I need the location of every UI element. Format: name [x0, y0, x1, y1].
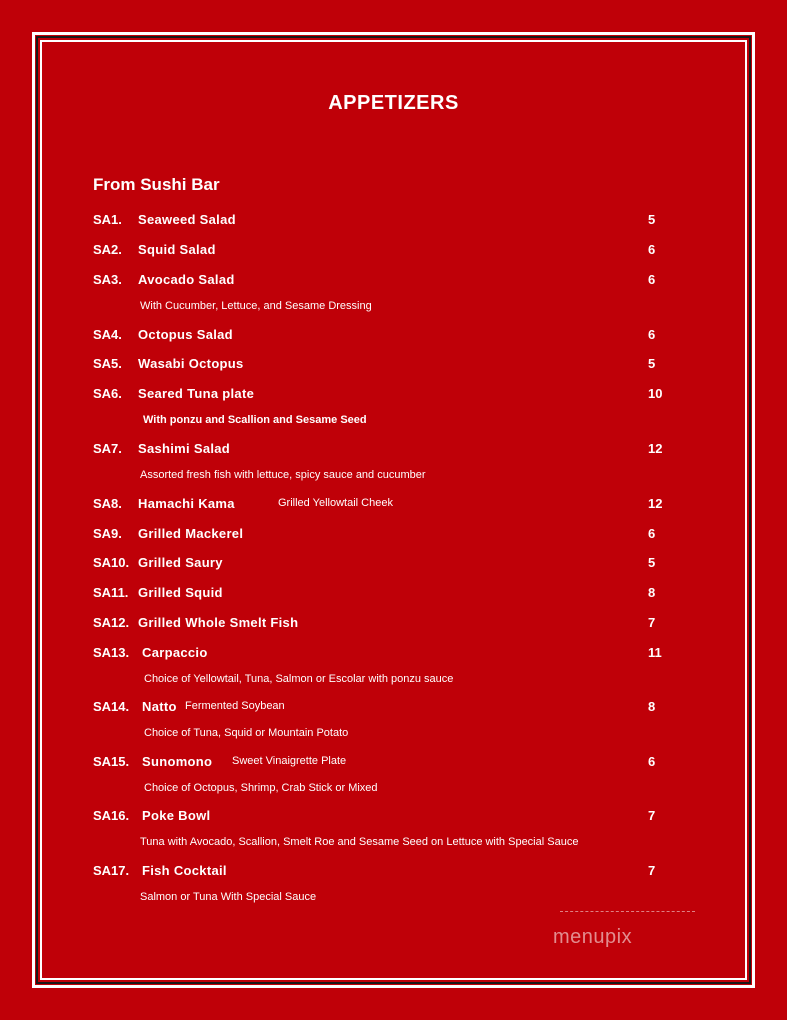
item-note: Sweet Vinaigrette Plate: [232, 755, 347, 767]
item-code: SA14.: [93, 699, 130, 714]
item-price: 6: [648, 272, 656, 287]
item-description: Choice of Yellowtail, Tuna, Salmon or Escolar with ponzu sauce: [144, 673, 454, 685]
item-price: 8: [648, 699, 656, 714]
item-price: 11: [648, 645, 662, 660]
item-price: 12: [648, 441, 663, 456]
watermark-divider: [560, 911, 695, 912]
item-name: Grilled Saury: [138, 555, 223, 570]
item-price: 6: [648, 327, 656, 342]
item-name: Grilled Whole Smelt Fish: [138, 615, 299, 630]
item-price: 8: [648, 585, 656, 600]
item-name: Seared Tuna plate: [138, 386, 255, 401]
item-code: SA3.: [93, 272, 122, 287]
menu-item: [0, 242, 787, 262]
item-price: 6: [648, 526, 656, 541]
item-price: 6: [648, 242, 656, 257]
menu-item: [0, 212, 787, 232]
item-name: Grilled Squid: [138, 585, 223, 600]
item-code: SA13.: [93, 645, 130, 660]
item-price: 5: [648, 356, 656, 371]
menu-item: [0, 272, 787, 292]
item-code: SA2.: [93, 242, 122, 257]
item-code: SA15.: [93, 754, 130, 769]
item-note: Grilled Yellowtail Cheek: [278, 497, 393, 509]
item-name: Carpaccio: [142, 645, 208, 660]
item-code: SA5.: [93, 356, 122, 371]
menu-item: [0, 356, 787, 376]
item-name: Grilled Mackerel: [138, 526, 244, 541]
item-code: SA1.: [93, 212, 122, 227]
item-code: SA7.: [93, 441, 122, 456]
menu-item: [0, 808, 787, 828]
watermark-logo: menupix: [553, 926, 633, 948]
item-description: Choice of Octopus, Shrimp, Crab Stick or Mixed: [144, 782, 378, 794]
item-name: Wasabi Octopus: [138, 356, 244, 371]
item-price: 5: [648, 555, 656, 570]
menu-item: [0, 699, 787, 719]
item-description: With ponzu and Scallion and Sesame Seed: [143, 414, 367, 426]
item-price: 7: [648, 615, 656, 630]
item-name: Squid Salad: [138, 242, 216, 257]
menu-item: [0, 526, 787, 546]
item-price: 7: [648, 863, 656, 878]
menu-item: [0, 754, 787, 774]
item-name: Avocado Salad: [138, 272, 235, 287]
item-name: Sashimi Salad: [138, 441, 231, 456]
menu-item: [0, 386, 787, 406]
item-name: Seaweed Salad: [138, 212, 236, 227]
item-price: 7: [648, 808, 656, 823]
menu-item: [0, 441, 787, 461]
menu-item: [0, 615, 787, 635]
item-code: SA10.: [93, 555, 130, 570]
item-code: SA9.: [93, 526, 122, 541]
menu-item: [0, 863, 787, 883]
item-description: Tuna with Avocado, Scallion, Smelt Roe and Sesame Seed on Lettuce with Special Sauce: [140, 836, 579, 848]
page-title: APPETIZERS: [328, 92, 459, 114]
item-name: Octopus Salad: [138, 327, 233, 342]
menu-item: [0, 496, 787, 516]
item-code: SA12.: [93, 615, 130, 630]
item-price: 5: [648, 212, 656, 227]
item-code: SA17.: [93, 863, 130, 878]
item-code: SA16.: [93, 808, 130, 823]
item-name: Poke Bowl: [142, 808, 211, 823]
item-code: SA11.: [93, 585, 129, 600]
menu-item: [0, 555, 787, 575]
item-description: Salmon or Tuna With Special Sauce: [140, 891, 317, 903]
item-price: 10: [648, 386, 663, 401]
item-code: SA6.: [93, 386, 122, 401]
item-name: Hamachi Kama: [138, 496, 235, 511]
item-description: With Cucumber, Lettuce, and Sesame Dressing: [140, 300, 372, 312]
section-heading: From Sushi Bar: [93, 175, 220, 194]
item-name: Natto: [142, 699, 177, 714]
item-price: 12: [648, 496, 663, 511]
item-name: Fish Cocktail: [142, 863, 227, 878]
menu-item: [0, 327, 787, 347]
item-note: Fermented Soybean: [185, 700, 285, 712]
item-price: 6: [648, 754, 656, 769]
item-code: SA8.: [93, 496, 122, 511]
item-description: Assorted fresh fish with lettuce, spicy sauce and cucumber: [140, 469, 426, 481]
menu-item: [0, 645, 787, 665]
menu-item: [0, 585, 787, 605]
item-description: Choice of Tuna, Squid or Mountain Potato: [144, 727, 349, 739]
item-name: Sunomono: [142, 754, 213, 769]
item-code: SA4.: [93, 327, 122, 342]
